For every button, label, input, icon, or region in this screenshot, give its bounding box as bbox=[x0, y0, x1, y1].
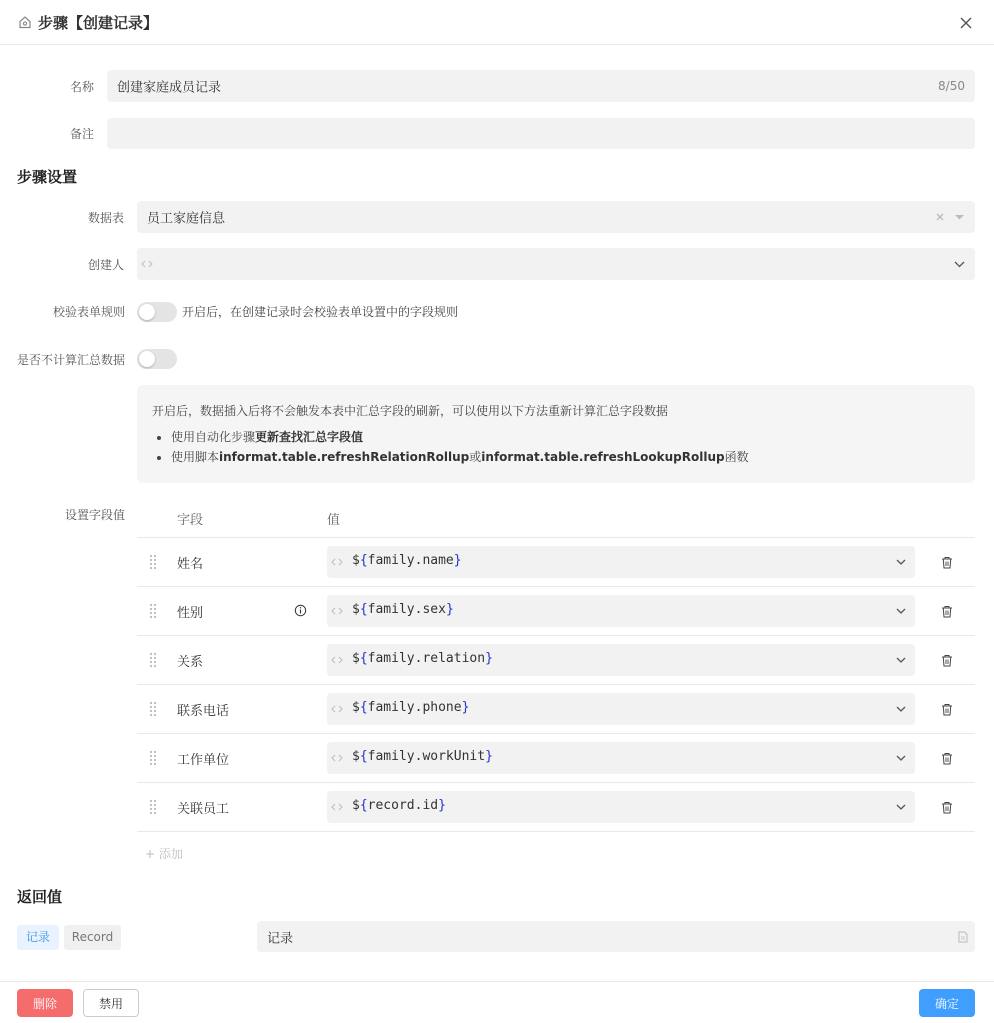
creator-expression-select[interactable] bbox=[137, 248, 975, 280]
expression-text: ${family.name} bbox=[352, 553, 462, 568]
no-calc-toggle[interactable] bbox=[137, 349, 177, 369]
delete-row-icon[interactable] bbox=[941, 605, 953, 618]
document-icon bbox=[958, 931, 968, 943]
delete-row-icon[interactable] bbox=[941, 801, 953, 814]
chevron-down-icon bbox=[895, 654, 907, 666]
validate-rules-label: 校验表单规则 bbox=[53, 305, 126, 319]
field-value-expression[interactable] bbox=[327, 791, 915, 823]
field-value-expression[interactable] bbox=[327, 693, 915, 725]
datatable-select-value: 员工家庭信息 bbox=[147, 211, 226, 227]
step-settings-title: 步骤设置 bbox=[17, 168, 78, 186]
home-icon bbox=[18, 15, 32, 29]
field-name: 姓名 bbox=[177, 557, 204, 572]
return-value-text: 记录 bbox=[267, 931, 294, 946]
table-row bbox=[137, 734, 975, 783]
notice-text: 开启后，数据插入后将不会触发本表中汇总字段的刷新，可以使用以下方法重新计算汇总字段数据 bbox=[152, 404, 669, 418]
datatable-select[interactable] bbox=[137, 201, 975, 233]
return-type-tag-record-en: Record bbox=[64, 925, 121, 950]
dialog-title: 步骤【创建记录】 bbox=[38, 14, 159, 32]
expression-text: ${record.id} bbox=[352, 798, 446, 813]
expression-text: ${family.phone} bbox=[352, 700, 470, 715]
code-icon bbox=[141, 258, 153, 270]
chevron-down-icon bbox=[895, 801, 907, 813]
field-value-expression[interactable] bbox=[327, 546, 915, 578]
remark-input[interactable] bbox=[107, 118, 975, 149]
delete-row-icon[interactable] bbox=[941, 703, 953, 716]
list-item: • 使用脚本informat.table.refreshRelationRollup或informat.table.refreshLookupRollup函数 bbox=[171, 451, 749, 471]
column-header-value: 值 bbox=[327, 513, 341, 528]
delete-button[interactable]: 删除 bbox=[17, 989, 73, 1017]
table-row bbox=[137, 587, 975, 636]
dialog-header bbox=[0, 0, 994, 45]
field-name: 联系电话 bbox=[177, 704, 230, 719]
delete-row-icon[interactable] bbox=[941, 556, 953, 569]
chevron-down-icon bbox=[953, 258, 966, 270]
expression-text: ${family.workUnit} bbox=[352, 749, 493, 764]
table-row bbox=[137, 538, 975, 587]
set-fields-label: 设置字段值 bbox=[65, 508, 126, 522]
caret-down-icon bbox=[954, 213, 965, 221]
no-calc-notice bbox=[137, 385, 975, 483]
chevron-down-icon bbox=[895, 752, 907, 764]
code-icon bbox=[331, 703, 343, 715]
return-value-title: 返回值 bbox=[17, 888, 63, 906]
confirm-button[interactable]: 确定 bbox=[919, 989, 975, 1017]
creator-label: 创建人 bbox=[88, 258, 125, 272]
delete-row-icon[interactable] bbox=[941, 752, 953, 765]
field-name: 关联员工 bbox=[177, 802, 230, 817]
name-char-counter: 8/50 bbox=[938, 79, 965, 93]
chevron-down-icon bbox=[895, 605, 907, 617]
field-value-expression[interactable] bbox=[327, 742, 915, 774]
field-value-expression[interactable] bbox=[327, 644, 915, 676]
drag-handle-icon[interactable] bbox=[149, 603, 157, 619]
dialog-footer bbox=[0, 981, 994, 1023]
remark-label: 备注 bbox=[70, 127, 95, 141]
code-icon bbox=[331, 654, 343, 666]
field-name: 性别 bbox=[177, 606, 204, 621]
no-calc-label: 是否不计算汇总数据 bbox=[17, 353, 126, 367]
return-value-input[interactable] bbox=[257, 921, 975, 952]
name-input[interactable] bbox=[107, 70, 975, 102]
code-icon bbox=[331, 752, 343, 764]
close-icon[interactable] bbox=[958, 15, 974, 31]
validate-rules-toggle[interactable] bbox=[137, 302, 177, 322]
chevron-down-icon bbox=[895, 703, 907, 715]
notice-list bbox=[171, 431, 749, 471]
field-name: 关系 bbox=[177, 655, 204, 670]
chevron-down-icon bbox=[895, 556, 907, 568]
expression-text: ${family.sex} bbox=[352, 602, 454, 617]
name-label: 名称 bbox=[70, 80, 95, 94]
drag-handle-icon[interactable] bbox=[149, 750, 157, 766]
drag-handle-icon[interactable] bbox=[149, 554, 157, 570]
expression-text: ${family.relation} bbox=[352, 651, 493, 666]
code-icon bbox=[331, 605, 343, 617]
drag-handle-icon[interactable] bbox=[149, 799, 157, 815]
validate-rules-hint: 开启后，在创建记录时会校验表单设置中的字段规则 bbox=[182, 305, 459, 319]
code-icon bbox=[331, 801, 343, 813]
info-icon[interactable] bbox=[294, 604, 307, 617]
field-name: 工作单位 bbox=[177, 753, 230, 768]
field-value-expression[interactable] bbox=[327, 595, 915, 627]
table-row bbox=[137, 636, 975, 685]
code-icon bbox=[331, 556, 343, 568]
add-field-button[interactable]: + 添加 bbox=[145, 847, 183, 861]
list-item: • 使用自动化步骤更新查找汇总字段值 bbox=[171, 431, 749, 451]
column-header-field: 字段 bbox=[177, 513, 204, 528]
name-input-value: 创建家庭成员记录 bbox=[117, 80, 222, 96]
clear-icon[interactable] bbox=[935, 212, 945, 222]
drag-handle-icon[interactable] bbox=[149, 701, 157, 717]
table-row bbox=[137, 685, 975, 734]
drag-handle-icon[interactable] bbox=[149, 652, 157, 668]
table-row bbox=[137, 783, 975, 832]
datatable-label: 数据表 bbox=[88, 211, 125, 225]
return-type-tag-record: 记录 bbox=[17, 925, 59, 950]
delete-row-icon[interactable] bbox=[941, 654, 953, 667]
disable-button[interactable]: 禁用 bbox=[83, 989, 139, 1017]
